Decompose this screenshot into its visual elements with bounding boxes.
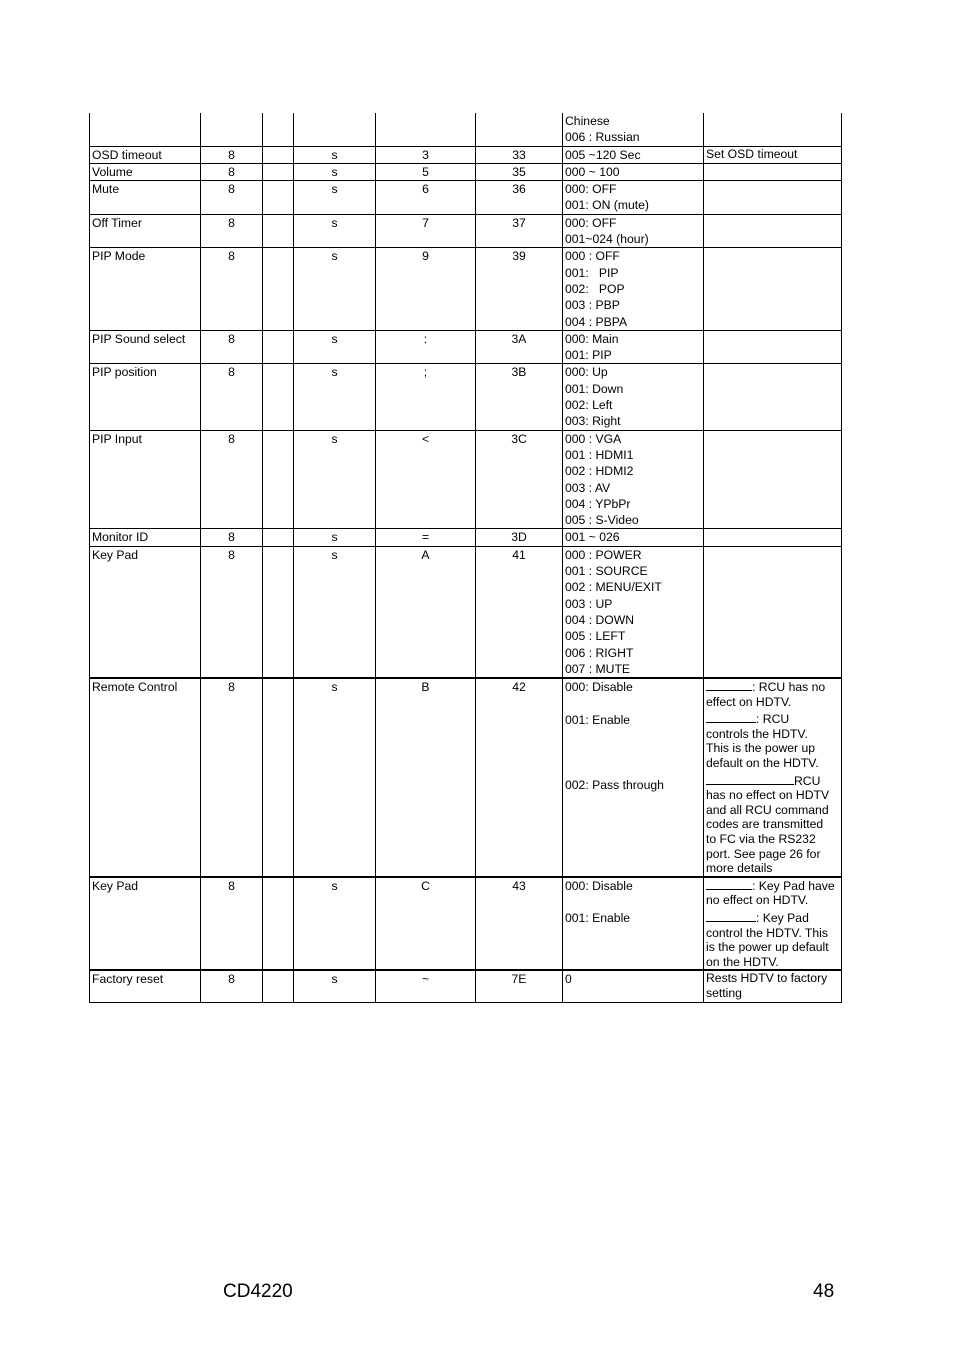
length-cell: 8 <box>201 146 263 163</box>
type-cell: s <box>294 529 376 546</box>
remark-text: effect on HDTV. <box>706 694 792 709</box>
command-name-cell: PIP Input <box>90 430 201 529</box>
code-hex-cell: 39 <box>476 248 563 330</box>
code-hex-cell <box>476 113 563 146</box>
value-line: 001: PIP <box>565 348 612 363</box>
remark-text: : RCU <box>756 712 790 727</box>
command-name-cell: Volume <box>90 163 201 180</box>
remark-text: control the HDTV. This <box>706 925 828 940</box>
blank-underline <box>706 711 756 723</box>
blank-underline <box>706 679 752 691</box>
table-row <box>90 678 842 877</box>
value-line: 000: Main <box>565 331 619 346</box>
remark-text: RCU <box>794 773 821 788</box>
code-char-cell: C <box>376 877 476 971</box>
remark-text: Rests HDTV to factory <box>706 971 828 986</box>
remark-text: Set OSD timeout <box>706 146 798 161</box>
value-line: 004 : DOWN <box>565 612 635 627</box>
remarks-cell <box>704 181 842 215</box>
remark-text: and all RCU command <box>706 802 829 817</box>
table-body <box>90 113 842 1002</box>
value-line: 000 : POWER <box>565 547 642 562</box>
code-char-cell: ~ <box>376 970 476 1002</box>
remarks-cell <box>704 430 842 529</box>
length-cell: 8 <box>201 678 263 877</box>
value-line: 000 ~ 100 <box>565 164 620 179</box>
remark-line <box>706 971 839 986</box>
type-cell <box>294 113 376 146</box>
length-cell: 8 <box>201 214 263 248</box>
remarks-cell <box>704 877 842 971</box>
table-row <box>90 546 842 678</box>
id-cell <box>263 163 294 180</box>
value-line <box>565 761 701 777</box>
remark-text: : RCU has no <box>752 680 826 695</box>
type-cell: s <box>294 214 376 248</box>
code-hex-cell: 3A <box>476 330 563 364</box>
remark-line <box>706 878 839 894</box>
code-char-cell: 5 <box>376 163 476 180</box>
value-range-cell <box>563 330 704 364</box>
blank-underline <box>706 773 794 785</box>
remarks-cell <box>704 248 842 330</box>
table-row <box>90 364 842 430</box>
command-name-cell: Key Pad <box>90 877 201 971</box>
table-row <box>90 970 842 1002</box>
remark-line <box>706 711 839 727</box>
value-line: 003: Right <box>565 414 621 429</box>
value-range-cell <box>563 146 704 163</box>
remark-text: codes are transmitted <box>706 817 824 832</box>
remark-line <box>706 940 839 955</box>
table-row <box>90 529 842 546</box>
type-cell: s <box>294 146 376 163</box>
value-line: 001: PIP <box>565 265 619 280</box>
value-line: 001 : HDMI1 <box>565 447 634 462</box>
command-name-cell: PIP Mode <box>90 248 201 330</box>
code-hex-cell: 37 <box>476 214 563 248</box>
remarks-cell <box>704 113 842 146</box>
remark-text: default on the HDTV. <box>706 756 819 771</box>
footer-page-number: 48 <box>813 1281 835 1302</box>
table-row <box>90 430 842 529</box>
length-cell: 8 <box>201 364 263 430</box>
value-line <box>565 744 701 760</box>
table-row <box>90 248 842 330</box>
value-line: 002: Pass through <box>565 777 664 792</box>
remark-line <box>706 893 839 908</box>
length-cell <box>201 113 263 146</box>
value-line: 000 : VGA <box>565 431 622 446</box>
value-range-cell <box>563 113 704 146</box>
value-line: 001: Down <box>565 381 624 396</box>
remark-line <box>706 817 839 832</box>
code-hex-cell: 42 <box>476 678 563 877</box>
length-cell: 8 <box>201 529 263 546</box>
id-cell <box>263 330 294 364</box>
remark-text: This is the power up <box>706 741 816 756</box>
length-cell: 8 <box>201 181 263 215</box>
table-row <box>90 330 842 364</box>
value-line: 003 : UP <box>565 596 613 611</box>
type-cell: s <box>294 330 376 364</box>
value-line: 004 : YPbPr <box>565 496 631 511</box>
value-range-cell <box>563 678 704 877</box>
code-char-cell: 3 <box>376 146 476 163</box>
remark-text: setting <box>706 985 742 1000</box>
id-cell <box>263 970 294 1002</box>
id-cell <box>263 364 294 430</box>
value-line: 002 : HDMI2 <box>565 464 634 479</box>
value-range-cell <box>563 181 704 215</box>
command-name-cell: PIP Sound select <box>90 330 201 364</box>
code-hex-cell: 3B <box>476 364 563 430</box>
remark-line <box>706 741 839 756</box>
id-cell <box>263 146 294 163</box>
type-cell: s <box>294 430 376 529</box>
value-line: 007 : MUTE <box>565 661 631 676</box>
id-cell <box>263 113 294 146</box>
table-row <box>90 113 842 146</box>
value-line: 002 : MENU/EXIT <box>565 580 662 595</box>
value-line: 006 : RIGHT <box>565 645 634 660</box>
remark-text: to FC via the RS232 <box>706 832 816 847</box>
value-line <box>565 728 701 744</box>
type-cell: s <box>294 163 376 180</box>
value-line: 000: OFF <box>565 182 617 197</box>
remark-text: is the power up default <box>706 940 829 955</box>
value-line: 003 : AV <box>565 480 611 495</box>
value-range-cell <box>563 248 704 330</box>
value-range-cell <box>563 364 704 430</box>
type-cell: s <box>294 248 376 330</box>
value-line: 002: POP <box>565 281 625 296</box>
remark-text: controls the HDTV. <box>706 726 808 741</box>
command-name-cell: Monitor ID <box>90 529 201 546</box>
table-row <box>90 146 842 163</box>
length-cell: 8 <box>201 248 263 330</box>
table-row <box>90 181 842 215</box>
remark-line <box>706 832 839 847</box>
type-cell: s <box>294 546 376 678</box>
remark-text: more details <box>706 861 773 876</box>
table-row <box>90 877 842 971</box>
code-char-cell: ; <box>376 364 476 430</box>
table-row <box>90 214 842 248</box>
remark-line <box>706 788 839 803</box>
remark-text: : Key Pad have <box>752 878 835 893</box>
remarks-cell <box>704 330 842 364</box>
command-name-cell: Remote Control <box>90 678 201 877</box>
remark-text: no effect on HDTV. <box>706 893 809 908</box>
code-hex-cell: 41 <box>476 546 563 678</box>
value-line: 006 : Russian <box>565 130 640 145</box>
type-cell: s <box>294 181 376 215</box>
value-line: 004 : PBPA <box>565 314 628 329</box>
value-range-cell <box>563 529 704 546</box>
blank-underline <box>706 878 752 890</box>
value-line: 000: OFF <box>565 215 617 230</box>
remarks-cell <box>704 529 842 546</box>
code-hex-cell: 36 <box>476 181 563 215</box>
command-name-cell: Factory reset <box>90 970 201 1002</box>
id-cell <box>263 181 294 215</box>
length-cell: 8 <box>201 970 263 1002</box>
value-line <box>565 894 701 910</box>
type-cell: s <box>294 364 376 430</box>
length-cell: 8 <box>201 430 263 529</box>
code-char-cell: A <box>376 546 476 678</box>
remark-line <box>706 847 839 862</box>
remark-line <box>706 986 839 1001</box>
remark-text: port. See page 26 for <box>706 846 821 861</box>
value-line: 005 : LEFT <box>565 629 626 644</box>
blank-underline <box>706 910 756 922</box>
id-cell <box>263 678 294 877</box>
id-cell <box>263 529 294 546</box>
code-char-cell: B <box>376 678 476 877</box>
remark-text: has no effect on HDTV <box>706 788 830 803</box>
remarks-cell <box>704 214 842 248</box>
command-name-cell: OSD timeout <box>90 146 201 163</box>
code-hex-cell: 43 <box>476 877 563 971</box>
value-line: 000: Disable <box>565 680 633 695</box>
remarks-cell <box>704 163 842 180</box>
remark-line <box>706 955 839 970</box>
value-line: 005 : S-Video <box>565 513 639 528</box>
value-line: 000: Up <box>565 365 608 380</box>
code-char-cell: < <box>376 430 476 529</box>
code-char-cell: = <box>376 529 476 546</box>
code-char-cell: 7 <box>376 214 476 248</box>
code-char-cell: : <box>376 330 476 364</box>
value-line: 001: ON (mute) <box>565 198 649 213</box>
value-range-cell <box>563 163 704 180</box>
id-cell <box>263 248 294 330</box>
value-range-cell <box>563 546 704 678</box>
value-range-cell <box>563 430 704 529</box>
type-cell: s <box>294 970 376 1002</box>
remarks-cell <box>704 970 842 1002</box>
length-cell: 8 <box>201 546 263 678</box>
value-line: 001: Enable <box>565 712 631 727</box>
code-char-cell <box>376 113 476 146</box>
value-line: 002: Left <box>565 398 613 413</box>
value-line: 001 : SOURCE <box>565 564 648 579</box>
command-name-cell: Off Timer <box>90 214 201 248</box>
remark-line <box>706 926 839 941</box>
remark-line <box>706 727 839 742</box>
value-line: Chinese <box>565 114 610 128</box>
code-char-cell: 6 <box>376 181 476 215</box>
code-hex-cell: 3D <box>476 529 563 546</box>
value-range-cell <box>563 970 704 1002</box>
command-name-cell <box>90 113 201 146</box>
code-hex-cell: 7E <box>476 970 563 1002</box>
value-line: 0 <box>565 972 572 987</box>
remarks-cell <box>704 364 842 430</box>
value-line <box>565 695 701 711</box>
remark-line <box>706 803 839 818</box>
id-cell <box>263 877 294 971</box>
id-cell <box>263 214 294 248</box>
remark-line <box>706 147 839 162</box>
command-table <box>89 113 842 1003</box>
value-line: 003 : PBP <box>565 298 620 313</box>
type-cell: s <box>294 877 376 971</box>
remark-line <box>706 773 839 789</box>
value-range-cell <box>563 214 704 248</box>
remarks-cell <box>704 146 842 163</box>
remark-line <box>706 695 839 710</box>
value-line: 005 ~120 Sec <box>565 147 641 162</box>
table-row <box>90 163 842 180</box>
id-cell <box>263 546 294 678</box>
value-line: 001: Enable <box>565 911 631 926</box>
remark-line <box>706 910 839 926</box>
command-name-cell: PIP position <box>90 364 201 430</box>
value-line: 000 : OFF <box>565 249 620 264</box>
remark-line <box>706 756 839 771</box>
value-line: 000: Disable <box>565 878 633 893</box>
code-char-cell: 9 <box>376 248 476 330</box>
remark-text: : Key Pad <box>756 911 809 925</box>
remarks-cell <box>704 678 842 877</box>
value-range-cell <box>563 877 704 971</box>
length-cell: 8 <box>201 163 263 180</box>
remark-line <box>706 861 839 876</box>
command-name-cell: Mute <box>90 181 201 215</box>
value-line: 001~024 (hour) <box>565 232 649 247</box>
remark-line <box>706 679 839 695</box>
command-name-cell: Key Pad <box>90 546 201 678</box>
length-cell: 8 <box>201 877 263 971</box>
value-line: 001 ~ 026 <box>565 530 620 545</box>
id-cell <box>263 430 294 529</box>
remarks-cell <box>704 546 842 678</box>
code-hex-cell: 35 <box>476 163 563 180</box>
code-hex-cell: 3C <box>476 430 563 529</box>
footer-model-name: CD4220 <box>223 1281 293 1302</box>
length-cell: 8 <box>201 330 263 364</box>
remark-text: on the HDTV. <box>706 954 779 969</box>
type-cell: s <box>294 678 376 877</box>
code-hex-cell: 33 <box>476 146 563 163</box>
